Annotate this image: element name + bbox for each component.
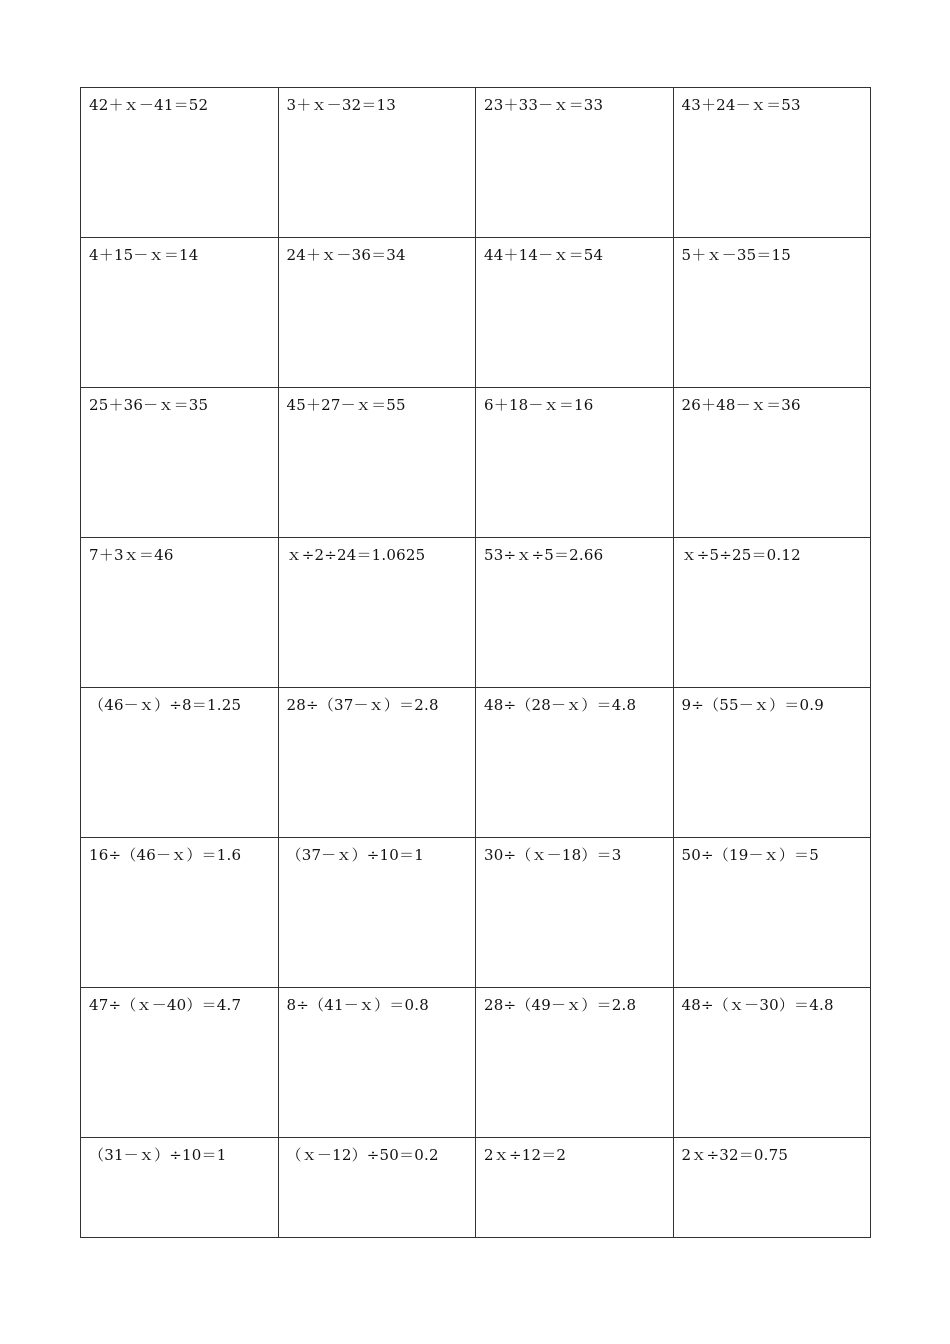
equation-cell: 6＋18－ｘ＝16 <box>476 388 674 538</box>
equation-cell: 2ｘ÷32＝0.75 <box>673 1138 871 1238</box>
equation-cell: 16÷（46－ｘ）＝1.6 <box>81 838 279 988</box>
equation-cell: 28÷（37－ｘ）＝2.8 <box>278 688 476 838</box>
equation-cell: 43＋24－ｘ＝53 <box>673 88 871 238</box>
equation-cell: （46－ｘ）÷8＝1.25 <box>81 688 279 838</box>
equation-cell: 45＋27－ｘ＝55 <box>278 388 476 538</box>
equation-cell: 26＋48－ｘ＝36 <box>673 388 871 538</box>
equation-cell: 30÷（ｘ－18）＝3 <box>476 838 674 988</box>
equation-cell: 47÷（ｘ－40）＝4.7 <box>81 988 279 1138</box>
equation-cell: 5＋ｘ－35＝15 <box>673 238 871 388</box>
equation-cell: 48÷（28－ｘ）＝4.8 <box>476 688 674 838</box>
equation-cell: 48÷（ｘ－30）＝4.8 <box>673 988 871 1138</box>
equation-cell: 8÷（41－ｘ）＝0.8 <box>278 988 476 1138</box>
equation-cell: （31－ｘ）÷10＝1 <box>81 1138 279 1238</box>
equation-cell: 9÷（55－ｘ）＝0.9 <box>673 688 871 838</box>
table-row <box>81 688 871 838</box>
equation-cell: 7＋3ｘ＝46 <box>81 538 279 688</box>
equation-worksheet-table <box>80 87 871 1238</box>
table-row <box>81 1138 871 1238</box>
equation-cell: ｘ÷2÷24＝1.0625 <box>278 538 476 688</box>
equation-cell: 2ｘ÷12＝2 <box>476 1138 674 1238</box>
equation-cell: 3＋ｘ－32＝13 <box>278 88 476 238</box>
equation-cell: 50÷（19－ｘ）＝5 <box>673 838 871 988</box>
equation-cell: 28÷（49－ｘ）＝2.8 <box>476 988 674 1138</box>
equation-cell: （37－ｘ）÷10＝1 <box>278 838 476 988</box>
table-row <box>81 538 871 688</box>
equation-cell: 44＋14－ｘ＝54 <box>476 238 674 388</box>
table-row <box>81 838 871 988</box>
equation-cell: 25＋36－ｘ＝35 <box>81 388 279 538</box>
table-row <box>81 238 871 388</box>
equation-cell: 42＋ｘ－41＝52 <box>81 88 279 238</box>
table-row <box>81 388 871 538</box>
table-row <box>81 988 871 1138</box>
equation-cell: 53÷ｘ÷5＝2.66 <box>476 538 674 688</box>
equation-cell: 24＋ｘ－36＝34 <box>278 238 476 388</box>
equation-cell: 4＋15－ｘ＝14 <box>81 238 279 388</box>
equation-cell: ｘ÷5÷25＝0.12 <box>673 538 871 688</box>
equation-cell: （ｘ－12）÷50＝0.2 <box>278 1138 476 1238</box>
table-row <box>81 88 871 238</box>
equation-cell: 23＋33－ｘ＝33 <box>476 88 674 238</box>
